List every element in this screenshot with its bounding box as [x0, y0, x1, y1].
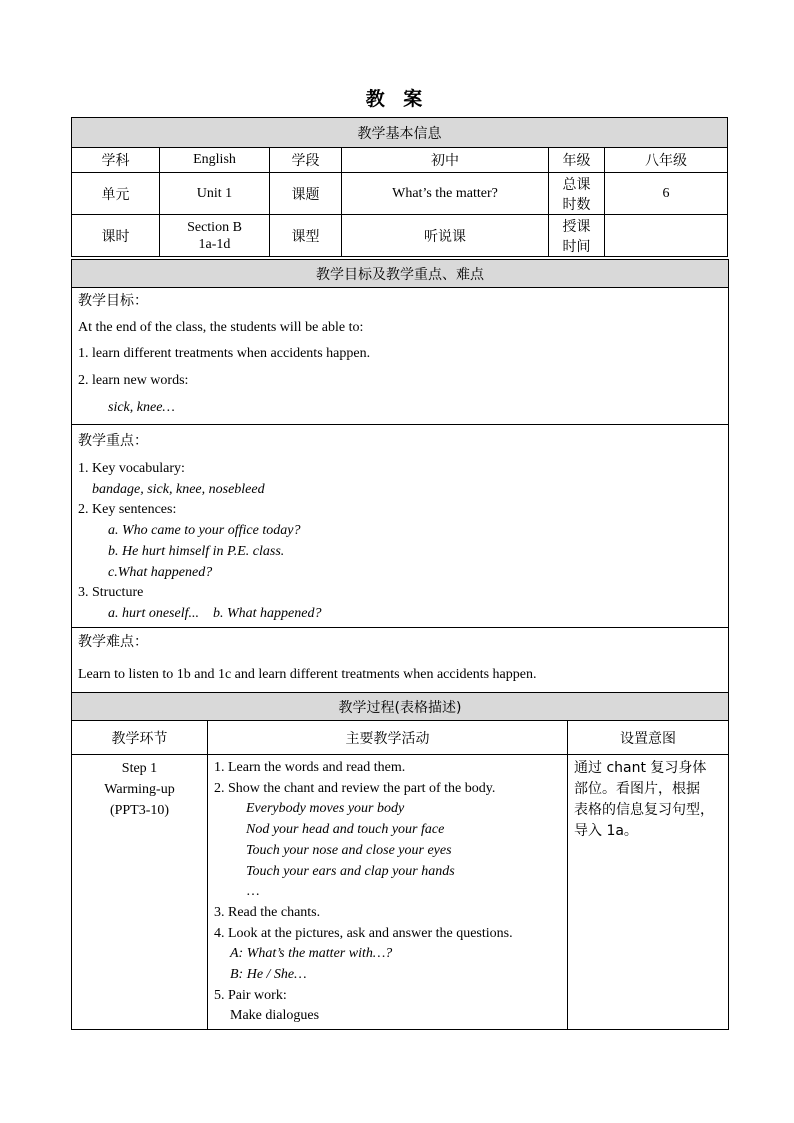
stage-label: 学段	[270, 148, 342, 173]
difficulty-cell	[72, 627, 729, 695]
period-label: 课时	[72, 215, 160, 257]
key-1-words: bandage, sick, knee, nosebleed	[92, 481, 265, 497]
topic-label: 课题	[270, 173, 342, 215]
col-intent-header: 设置意图	[568, 721, 729, 755]
unit-value: Unit 1	[160, 173, 270, 215]
activity-4: 4. Look at the pictures, ask and answer the questions.	[214, 925, 513, 941]
key-points-label: 教学重点：	[78, 433, 148, 449]
step-ppt: (PPT3-10)	[109, 803, 170, 818]
page-title: 教 案	[365, 88, 429, 110]
key-2-b: b. He hurt himself in P.E. class.	[108, 543, 285, 559]
process-table	[71, 692, 729, 1030]
objective-2: 2. learn new words:	[78, 373, 189, 388]
total-periods-value: 6	[605, 173, 728, 215]
intent-line-4: 导入 1a。	[574, 823, 638, 839]
time-label-line-2: 时间	[562, 238, 591, 255]
activity-1: 1. Learn the words and read them.	[214, 760, 406, 775]
type-label: 课型	[270, 215, 342, 257]
time-label	[549, 215, 605, 257]
difficulty-label: 教学难点：	[78, 633, 148, 650]
type-value: 听说课	[342, 215, 549, 257]
basic-info-header: 教学基本信息	[72, 118, 728, 148]
unit-label: 单元	[72, 173, 160, 215]
grade-label: 年级	[549, 148, 605, 173]
step-name: Warming-up	[104, 782, 175, 797]
basic-info-table	[71, 117, 728, 257]
objectives-cell	[72, 288, 729, 425]
objectives-intro: At the end of the class, the students will be able to:	[78, 320, 364, 335]
process-header: 教学过程(表格描述)	[72, 693, 729, 721]
subject-label: 学科	[72, 148, 160, 173]
key-3-items: a. hurt oneself... b. What happened?	[108, 605, 322, 621]
intent-cell	[568, 755, 729, 1030]
question-b: B: He / She…	[230, 967, 307, 983]
objectives-label: 教学目标：	[78, 293, 148, 309]
topic-value: What’s the matter?	[342, 173, 549, 215]
goals-header: 教学目标及教学重点、难点	[72, 260, 729, 288]
col-activity-header: 主要教学活动	[208, 721, 568, 755]
objective-2-words: sick, knee…	[108, 400, 175, 415]
key-3: 3. Structure	[78, 585, 144, 601]
activity-cell	[208, 755, 568, 1030]
time-value	[605, 215, 728, 257]
goals-table	[71, 259, 729, 696]
col-stage-header: 教学环节	[72, 721, 208, 755]
intent-line-3: 表格的信息复习句型，	[574, 802, 714, 818]
chant-line-2: Nod your head and touch your face	[246, 822, 445, 838]
key-2: 2. Key sentences:	[78, 502, 177, 518]
total-label-line-1: 总课	[562, 176, 591, 193]
activity-3: 3. Read the chants.	[214, 904, 321, 920]
section-value	[160, 215, 270, 257]
key-2-c: c.What happened?	[108, 564, 213, 580]
chant-line-1: Everybody moves your body	[246, 801, 405, 817]
total-periods-label	[549, 173, 605, 215]
step-cell	[72, 755, 208, 1030]
activity-2: 2. Show the chant and review the part of the body.	[214, 780, 496, 796]
stage-value: 初中	[342, 148, 549, 173]
key-points-cell	[72, 425, 729, 628]
activity-5: 5. Pair work:	[214, 987, 287, 1003]
chant-line-3: Touch your nose and close your eyes	[246, 842, 452, 858]
chant-line-5: …	[246, 884, 260, 900]
section-line-2: 1a-1d	[198, 236, 231, 252]
section-line-1: Section B	[187, 219, 242, 235]
difficulty-text: Learn to listen to 1b and 1c and learn different treatments when accidents happen.	[78, 666, 537, 682]
grade-value: 八年级	[605, 148, 728, 173]
intent-line-2: 部位。看图片，根据	[574, 781, 700, 797]
intent-line-1: 通过 chant 复习身体	[574, 760, 707, 776]
activity-5-sub: Make dialogues	[230, 1008, 320, 1024]
time-label-line-1: 授课	[562, 218, 591, 235]
subject-value: English	[160, 148, 270, 173]
total-label-line-2: 时数	[562, 196, 591, 213]
chant-line-4: Touch your ears and clap your hands	[246, 863, 455, 879]
key-1: 1. Key vocabulary:	[78, 461, 185, 476]
question-a: A: What’s the matter with…?	[230, 946, 393, 962]
key-2-a: a. Who came to your office today?	[108, 523, 301, 539]
step-number: Step 1	[121, 761, 158, 776]
objective-1: 1. learn different treatments when accidents happen.	[78, 346, 371, 361]
